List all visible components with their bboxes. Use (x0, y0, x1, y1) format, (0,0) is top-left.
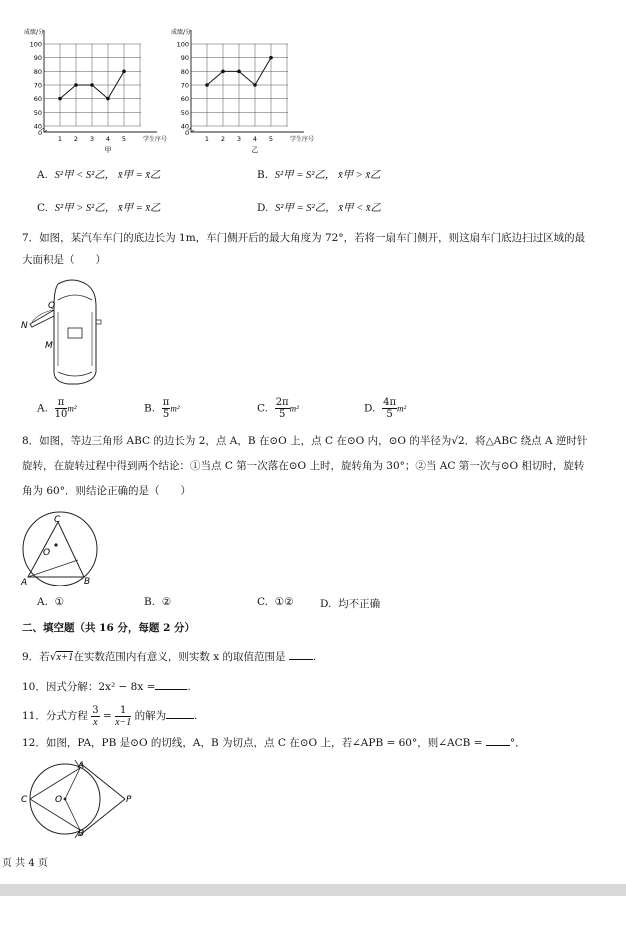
q8-option-a[interactable]: A. ① (37, 596, 65, 608)
x-tick-label: 1 (204, 135, 210, 143)
q8-option-d[interactable]: D. 均不正确 (320, 598, 381, 610)
label-c: C (21, 795, 28, 805)
label-o: O (43, 548, 51, 558)
y-axis-label: 成绩/分 (171, 29, 192, 36)
q6-option-a[interactable]: A. S²甲 < S²乙， x̄甲 = x̄乙 (37, 169, 161, 181)
q6-option-d[interactable]: D. S²甲 = S²乙， x̄甲 < x̄乙 (257, 202, 381, 214)
q11: 11．分式方程 $\frac{3}{x}$ = $\frac{1}{x-1}$ 的解为 . (22, 704, 198, 728)
data-point (253, 83, 257, 87)
q12: 12．如图，PA，PB 是⊙O 的切线，A，B 为切点，点 C 在⊙O 上，若∠APB = 60°，则∠ACB = °． (22, 737, 526, 749)
data-point (74, 83, 78, 87)
y-tick-label: 60 (180, 95, 189, 104)
y-tick-label: 40 (33, 122, 42, 131)
x-tick-label: 5 (268, 135, 274, 143)
q10-answer-blank[interactable] (155, 689, 187, 690)
x-tick-label: 4 (252, 135, 258, 143)
q8-stem-line1: 8．如图，等边三角形 ABC 的边长为 2，点 A，B 在⊙O 上，点 C 在⊙O 内，⊙O 的半径为√2．将△ABC 绕点 A 逆时针 (22, 435, 588, 447)
q7-option-d[interactable]: D. $\frac{4\pi}{5}$ m² (364, 397, 407, 420)
q10: 10．因式分解：2x² − 8x = . (22, 681, 191, 693)
label-m: M (45, 341, 53, 351)
q8-stem-line3: 角为 60°．则结论正确的是（ ） (22, 485, 191, 497)
x-tick-label: 5 (121, 135, 127, 143)
q8-option-b[interactable]: B. ② (144, 596, 172, 608)
q11-answer-blank[interactable] (166, 718, 194, 719)
data-point (58, 97, 62, 101)
tangent-figure (18, 758, 138, 840)
y-tick-label: 40 (180, 122, 189, 131)
y-tick-label: 80 (33, 67, 42, 76)
chart-caption: 甲 (104, 146, 112, 154)
y-tick-label: 100 (176, 40, 189, 49)
q12-answer-blank[interactable] (486, 745, 510, 746)
x-tick-label: 2 (73, 135, 79, 143)
q7-option-a[interactable]: A. $\frac{\pi}{10}$ m² (37, 397, 77, 420)
x-axis-label: 学生序号 (143, 136, 168, 143)
origin-label: 0 (38, 129, 43, 137)
label-o: O (55, 795, 63, 805)
chart-caption: 乙 (251, 146, 259, 154)
q7-stem-line1: 7．如图，某汽车车门的底边长为 1m，车门侧开后的最大角度为 72°，若将一扇车门侧开，则这扇车门底边扫过区域的最 (22, 232, 586, 244)
q8-stem-line2: 旋转，在旋转过程中得到两个结论：①当点 C 第一次落在⊙O 上时，旋转角为 30°；②当 AC 第一次与⊙O 相切时，旋转 (22, 460, 585, 472)
data-point (106, 97, 110, 101)
q9: 9．若√x+1在实数范围内有意义，则实数 x 的取值范围是 . (22, 651, 317, 663)
y-tick-label: 50 (180, 108, 189, 117)
data-point (90, 83, 94, 87)
data-point (237, 70, 241, 74)
x-tick-label: 4 (105, 135, 111, 143)
x-axis-label: 学生序号 (290, 136, 315, 143)
y-tick-label: 70 (180, 81, 189, 90)
label-b: B (78, 829, 85, 839)
section-title: 二、填空题（共 16 分，每题 2 分） (22, 622, 196, 634)
data-point (205, 83, 209, 87)
x-tick-label: 2 (220, 135, 226, 143)
data-point (122, 70, 126, 74)
circle-triangle-figure (18, 510, 106, 586)
y-axis-label: 成绩/分 (24, 29, 45, 36)
page-separator-bar (0, 884, 626, 896)
y-tick-label: 90 (33, 54, 42, 63)
q6-option-b[interactable]: B. S²甲 = S²乙， x̄甲 > x̄乙 (257, 169, 381, 181)
y-tick-label: 70 (33, 81, 42, 90)
label-c: C (54, 515, 61, 525)
origin-label: 0 (185, 129, 190, 137)
car-door-figure (18, 276, 108, 388)
q9-answer-blank[interactable] (289, 659, 313, 660)
label-a: A (78, 761, 85, 771)
x-tick-label: 3 (89, 135, 95, 143)
page-footer: 页 共 4 页 (2, 858, 48, 869)
x-tick-label: 3 (236, 135, 242, 143)
q8-option-c[interactable]: C. ①② (257, 596, 294, 608)
y-tick-label: 60 (33, 95, 42, 104)
q6-option-c[interactable]: C. S²甲 > S²乙， x̄甲 = x̄乙 (37, 202, 161, 214)
data-point (221, 70, 225, 74)
y-tick-label: 80 (180, 67, 189, 76)
y-tick-label: 90 (180, 54, 189, 63)
q7-stem-line2: 大面积是（ ） (22, 254, 106, 266)
data-point (269, 56, 273, 60)
x-tick-label: 1 (57, 135, 63, 143)
y-tick-label: 100 (29, 40, 42, 49)
label-b: B (84, 577, 91, 586)
label-a: A (21, 578, 28, 586)
y-tick-label: 50 (33, 108, 42, 117)
label-p: P (126, 795, 132, 805)
label-q: Q (48, 301, 56, 311)
q7-option-b[interactable]: B. $\frac{\pi}{5}$ m² (144, 397, 180, 420)
label-n: N (21, 321, 28, 331)
q7-option-c[interactable]: C. $\frac{2\pi}{5}$ m² (257, 397, 299, 420)
chart-yi (165, 22, 325, 162)
